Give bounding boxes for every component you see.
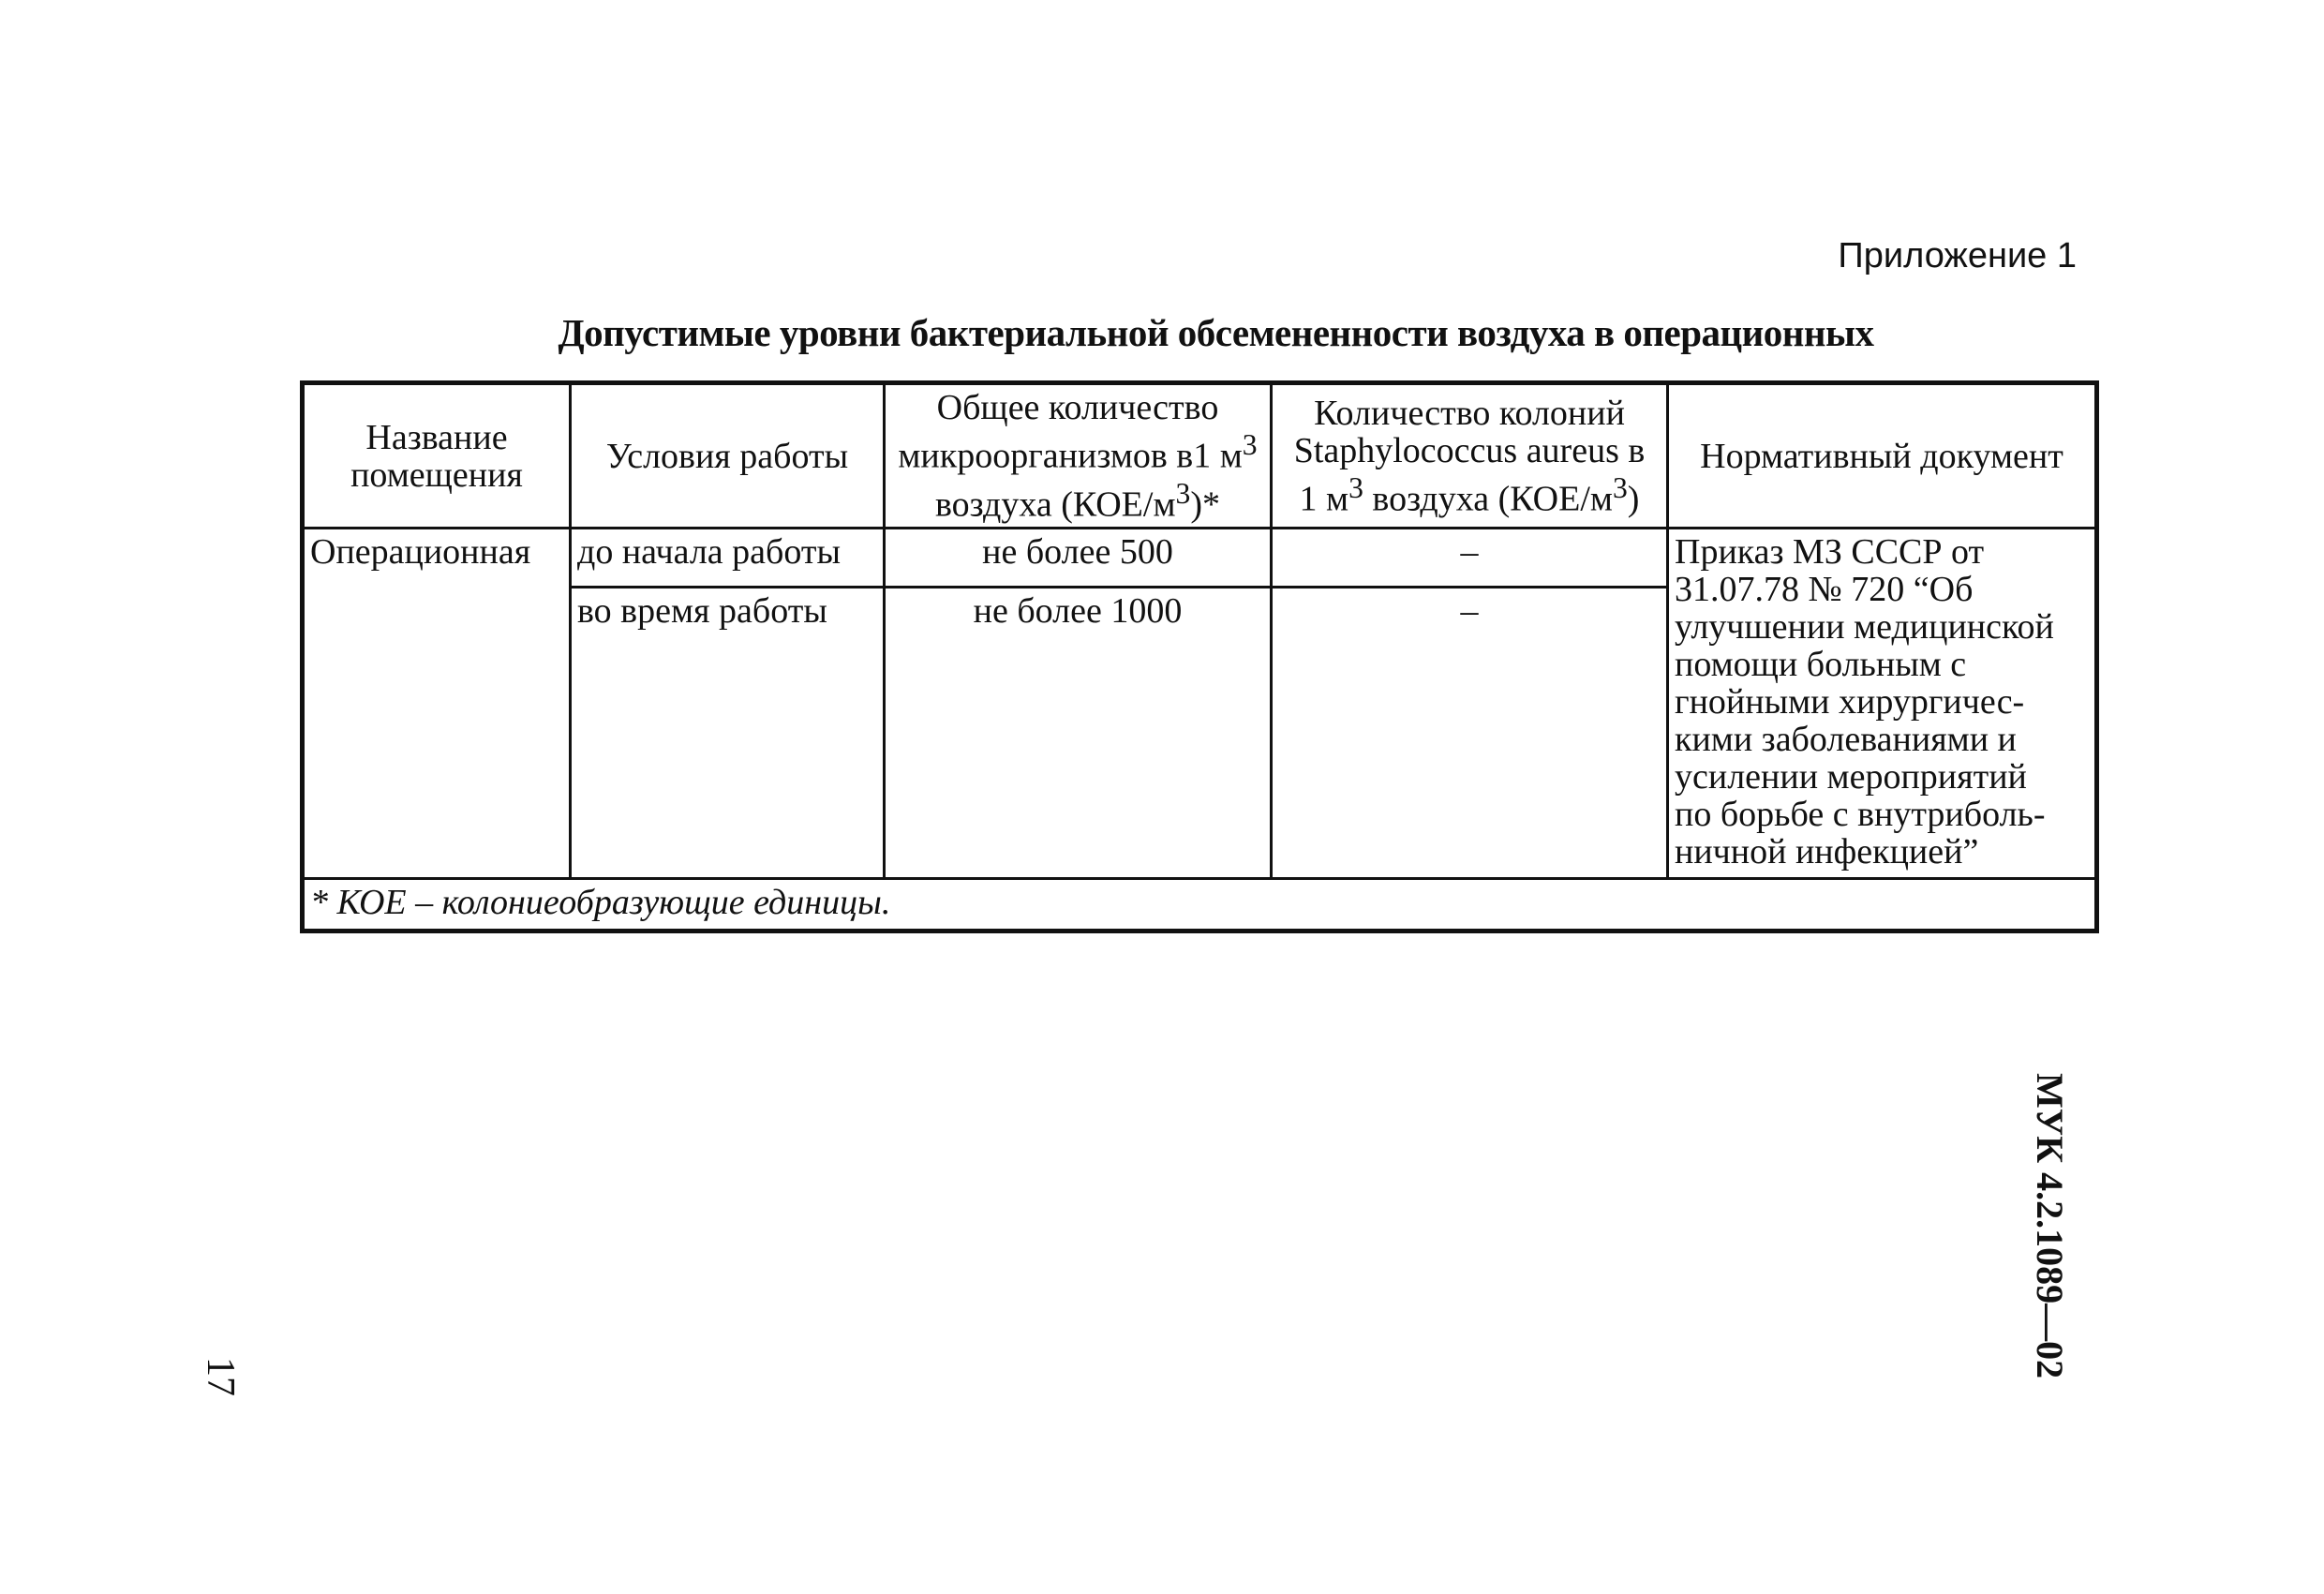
header-staph-line1: Количество колоний: [1314, 393, 1625, 433]
table-title: Допустимые уровни бактериальной обсемененности воздуха в операционных: [558, 311, 1874, 354]
document-line: кими заболеваниями и: [1675, 720, 2017, 760]
cell-condition: до начала работы: [571, 529, 885, 588]
document-line: ничной инфекцией”: [1675, 832, 1979, 872]
document-line: 31.07.78 № 720 “Об: [1675, 570, 1974, 610]
document-line: Приказ МЗ СССР от: [1675, 532, 1985, 573]
cell-condition: во время работы: [571, 588, 885, 879]
document-line: улучшении медицинской: [1675, 607, 2054, 648]
page-number: 17: [199, 1357, 242, 1396]
document-line: гнойными хирургичес-: [1675, 682, 2025, 723]
table-header-row: [303, 383, 2097, 529]
table-row: [303, 529, 2097, 588]
header-staph-line3-pre: 1 м: [1299, 479, 1349, 519]
cell-document: [1668, 529, 2097, 879]
contamination-table: [300, 380, 2099, 933]
header-total-line2-unit: м: [1219, 436, 1243, 476]
header-room-name-line1: Название: [365, 417, 508, 457]
header-total-line3-pre: воздуха (КОЕ/м: [934, 484, 1176, 525]
cell-staph: –: [1272, 588, 1668, 879]
document-code: МУК 4.2.1089—02: [2029, 1073, 2071, 1379]
header-room-name: [303, 383, 571, 529]
header-staph-line3-sup: 3: [1348, 470, 1363, 504]
header-total-line2-sup: 3: [1242, 428, 1258, 461]
document-line: помощи больным с: [1675, 645, 1967, 685]
header-staph-line3-mid: воздуха (КОЕ/м: [1363, 479, 1613, 519]
cell-staph: –: [1272, 529, 1668, 588]
document-line: усилении мероприятий: [1675, 757, 2027, 797]
appendix-label: Приложение 1: [1838, 236, 2077, 276]
header-total-line3-post: )*: [1190, 484, 1220, 525]
cell-total: не более 1000: [885, 588, 1272, 879]
header-total-line3-sup: 3: [1175, 476, 1191, 510]
header-conditions: Условия работы: [571, 383, 885, 529]
header-total-line1: Общее количество: [936, 388, 1219, 427]
header-total-line2: микроорганизмов в: [898, 436, 1194, 476]
footnote: * КОЕ – колониеобразующие единицы.: [303, 879, 2097, 931]
header-staph-line2: Staphylococcus aureus в: [1293, 430, 1646, 470]
header-document: Нормативный документ: [1668, 383, 2097, 529]
table-footnote-row: [303, 879, 2097, 931]
header-staph-count: [1272, 383, 1668, 529]
header-staph-line3-sup2: 3: [1612, 470, 1628, 504]
cell-room-name: Операционная: [303, 529, 571, 879]
cell-total: не более 500: [885, 529, 1272, 588]
header-total-line2-number: 1: [1193, 436, 1212, 476]
header-room-name-line2: помещения: [350, 454, 523, 495]
header-staph-line3-post: ): [1627, 479, 1640, 519]
document-line: по борьбе с внутриболь-: [1675, 795, 2046, 835]
header-total-count: [885, 383, 1272, 529]
